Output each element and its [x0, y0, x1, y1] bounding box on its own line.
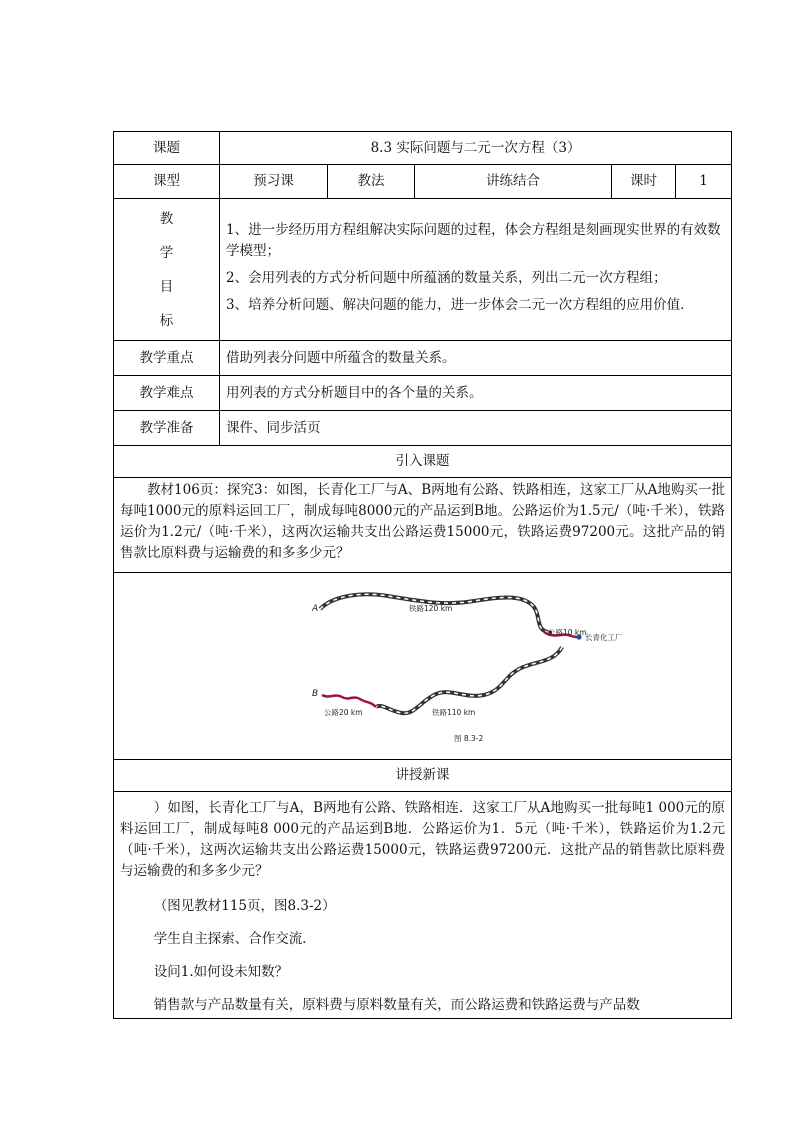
preparation-value: 课件、同步活页: [220, 411, 732, 446]
activity-text: 学生自主探索、合作交流．: [153, 931, 316, 947]
difficulty-row: [114, 376, 732, 411]
type-row: [114, 165, 732, 199]
goals-row: [114, 199, 732, 341]
railway-bottom: [376, 647, 562, 713]
hours-value: 1: [676, 165, 732, 199]
road-bottom: [322, 695, 376, 707]
key-point-value: 借助列表分问题中所蕴含的数量关系。: [220, 341, 732, 376]
topic-row: [114, 132, 732, 165]
label-rail-top: 铁路120 km: [409, 604, 453, 613]
label-a: A: [312, 604, 319, 614]
new-lesson-body: [114, 792, 732, 1019]
problem-text: ）如图，长青化工厂与A，B两地有公路、铁路相连．这家工厂从A地购买一批每吨1 000元的原料运回工厂，制成每吨8 000元的产品运到B地．公路运价为1．5元（吨·千米），铁路运价为1.2元（吨·千米），这两次运输共支出公路运费15000元，铁路运费97200元．这批产品的销售款比原料费与运输费的和多多少元？: [120, 800, 726, 879]
map-row: [114, 573, 732, 760]
topic-value: 8.3 实际问题与二元一次方程（3）: [220, 132, 732, 165]
preparation-label: 教学准备: [114, 411, 220, 446]
label-road-bottom: 公路20 km: [324, 708, 363, 717]
goals-label-char: 标: [159, 312, 174, 329]
route-map-cell: [114, 573, 732, 760]
intro-title-row: [114, 446, 732, 478]
goals-label-char: 目: [159, 278, 174, 295]
see-figure-text: （图见教材115页，图8.3-2）: [153, 898, 336, 914]
difficulty-value: 用列表的方式分析题目中的各个量的关系。: [220, 376, 732, 411]
intro-title: 引入课题: [114, 446, 732, 478]
label-road-top: 公路10 km: [548, 628, 587, 637]
intro-body: [114, 478, 732, 573]
goal-item: 3、培养分析问题、解决问题的能力，进一步体会二元一次方程组的应用价值．: [226, 296, 694, 313]
goal-item: 1、进一步经历用方程组解决实际问题的过程，体会方程组是刻画现实世界的有效数学模型；: [226, 221, 721, 259]
key-point-row: [114, 341, 732, 376]
key-point-label: 教学重点: [114, 341, 220, 376]
preparation-row: [114, 411, 732, 446]
lesson-plan-table: [113, 131, 732, 1019]
label-rail-bottom: 铁路110 km: [432, 708, 476, 717]
goals-content: [220, 199, 732, 341]
railway-top: [320, 594, 552, 633]
topic-label: 课题: [114, 132, 220, 165]
goals-label: [114, 199, 220, 341]
type-value: 预习课: [220, 165, 328, 199]
analysis-text: 销售款与产品数量有关，原料费与原料数量有关，而公路运费和铁路运费与产品数: [153, 997, 640, 1013]
figure-caption: 图 8.3-2: [454, 734, 484, 743]
label-b: B: [312, 689, 319, 699]
label-factory: 长青化工厂: [585, 633, 623, 642]
intro-body-row: [114, 478, 732, 573]
type-label: 课型: [114, 165, 220, 199]
goals-label-char: 学: [159, 244, 174, 261]
intro-text: 教材106页：探究3：如图，长青化工厂与A、B两地有公路、铁路相连，这家工厂从A地购买一批每吨1000元的原料运回工厂，制成每吨8000元的产品运到B地。公路运价为1.5元/（吨·千米），铁路运价为1.2元/（吨·千米），这两次运输共支出公路运费15000元，铁路运费97200元。这批产品的销售款比原料费与运输费的和多多少元？: [120, 482, 726, 561]
goals-label-char: 教: [159, 210, 174, 227]
goal-item: 2、会用列表的方式分析问题中所蕴涵的数量关系，列出二元一次方程组；: [226, 269, 667, 286]
new-lesson-title-row: [114, 760, 732, 792]
method-label: 教法: [328, 165, 415, 199]
new-lesson-body-row: [114, 792, 732, 1019]
new-lesson-title: 讲授新课: [114, 760, 732, 792]
method-value: 讲练结合: [415, 165, 612, 199]
question1-text: 设问1.如何设未知数？: [153, 964, 289, 980]
hours-label: 课时: [612, 165, 676, 199]
route-map: [114, 573, 730, 759]
difficulty-label: 教学难点: [114, 376, 220, 411]
